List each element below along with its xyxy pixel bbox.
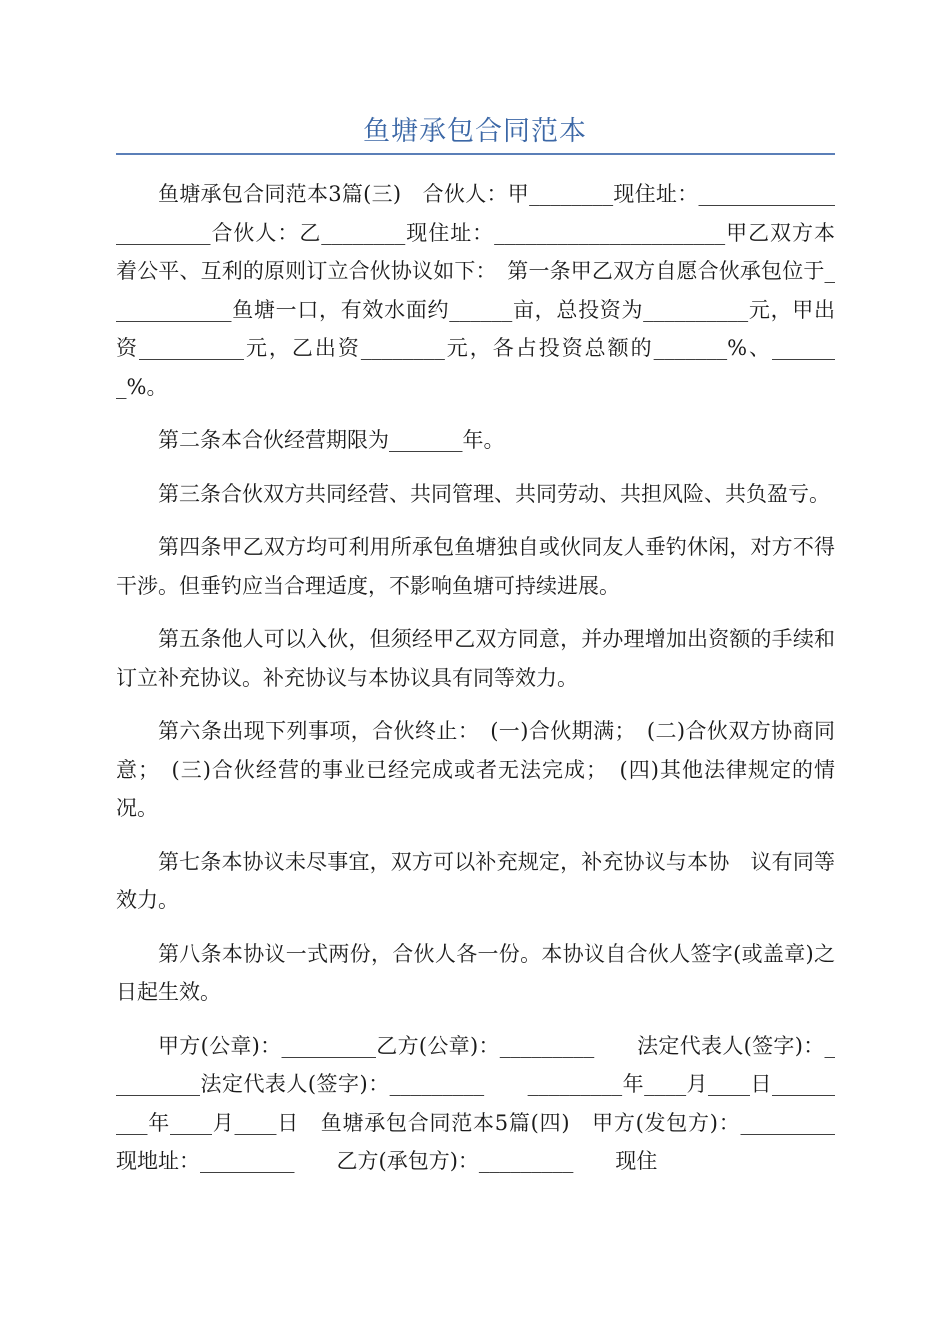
- document-body: [116, 175, 877, 1196]
- paragraph-article-3: 第三条合伙双方共同经营、共同管理、共同劳动、共担风险、共负盈亏。: [158, 481, 830, 506]
- paragraph-article-7: 第七条本协议未尽事宜，双方可以补充规定，补充协议与本协 议有同等效力。: [116, 849, 835, 912]
- paragraph-intro-article-1: 鱼塘承包合同范本3篇(三) 合伙人：甲________现住址：______________________合伙人：乙________现住址：______________________甲乙双方本着公平、互利的原则订立合伙协议如下： 第一条甲乙双方自愿合伙承包位于____________鱼塘一口，有效水面约______亩，总投资为__________元，甲出资__________元，乙出资________元，各占投资总额的_______%、_______%。: [116, 182, 835, 399]
- paragraph-signatures: 甲方(公章)：_________乙方(公章)：_________ 法定代表人(签字)：_________法定代表人(签字)：_________ _________年____月____日_________年____月____日 鱼塘承包合同范本5篇(四) 甲方(发包方)：_________ 现地址：_________ 乙方(承包方)：_________ 现住: [116, 1033, 877, 1173]
- paragraph-article-2: 第二条本合伙经营期限为_______年。: [158, 428, 505, 452]
- title-underline: [116, 153, 835, 155]
- paragraph-article-8: 第八条本协议一式两份，合伙人各一份。本协议自合伙人签字(或盖章)之日起生效。: [116, 941, 835, 1004]
- document-title: 鱼塘承包合同范本: [363, 116, 587, 147]
- paragraph-article-4: 第四条甲乙双方均可利用所承包鱼塘独自或伙同友人垂钓休闲，对方不得干涉。但垂钓应当合理适度，不影响鱼塘可持续进展。: [116, 535, 835, 598]
- paragraph-article-6: 第六条出现下列事项，合伙终止： (一)合伙期满； (二)合伙双方协商同意； (三)合伙经营的事业已经完成或者无法完成； (四)其他法律规定的情况。: [116, 719, 835, 820]
- paragraph-article-5: 第五条他人可以入伙，但须经甲乙双方同意，并办理增加出资额的手续和订立补充协议。补充协议与本协议具有同等效力。: [116, 627, 835, 690]
